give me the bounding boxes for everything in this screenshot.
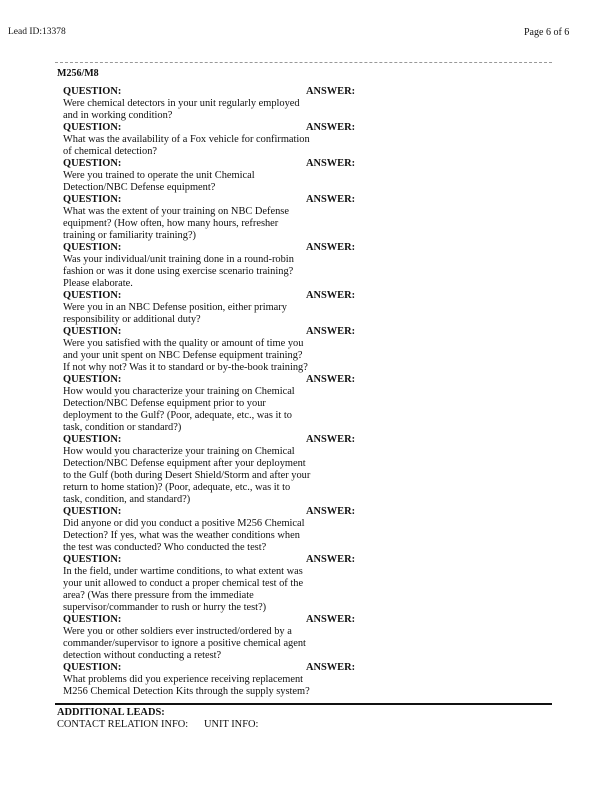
question-block — [63, 434, 553, 506]
question-text: What was the availability of a Fox vehicle for confirmation of chemical detection? — [63, 134, 310, 157]
answer-label: ANSWER: — [306, 242, 356, 253]
question-label: QUESTION: — [63, 122, 122, 133]
answer-label: ANSWER: — [306, 506, 356, 517]
question-block — [63, 194, 553, 242]
question-label: QUESTION: — [63, 374, 122, 385]
answer-label: ANSWER: — [306, 554, 356, 565]
question-block — [63, 290, 553, 326]
answer-label: ANSWER: — [306, 326, 356, 337]
question-label: QUESTION: — [63, 158, 122, 169]
contact-relation-info-label: CONTACT RELATION INFO: — [57, 719, 189, 730]
question-text: Were chemical detectors in your unit regularly employed and in working condition? — [63, 98, 300, 121]
question-block — [63, 374, 553, 434]
question-block — [63, 614, 553, 662]
question-label: QUESTION: — [63, 86, 122, 97]
question-label: QUESTION: — [63, 242, 122, 253]
answer-label: ANSWER: — [306, 614, 356, 625]
answer-label: ANSWER: — [306, 290, 356, 301]
question-block — [63, 662, 553, 698]
additional-leads-label: ADDITIONAL LEADS: — [57, 707, 165, 718]
question-block — [63, 122, 553, 158]
question-text: Were you trained to operate the unit Chemical Detection/NBC Defense equipment? — [63, 170, 255, 193]
question-block — [63, 86, 553, 122]
answer-label: ANSWER: — [306, 86, 356, 97]
question-text: What problems did you experience receiving replacement M256 Chemical Detection Kits through the supply system? — [63, 674, 310, 697]
question-label: QUESTION: — [63, 326, 122, 337]
answer-label: ANSWER: — [306, 434, 356, 445]
question-block — [63, 554, 553, 614]
question-label: QUESTION: — [63, 434, 122, 445]
question-label: QUESTION: — [63, 290, 122, 301]
question-label: QUESTION: — [63, 662, 122, 673]
answer-label: ANSWER: — [306, 194, 356, 205]
question-block — [63, 506, 553, 554]
question-list — [63, 86, 553, 698]
question-text: What was the extent of your training on NBC Defense equipment? (How often, how many hours, refresher training or familiarity training?) — [63, 206, 289, 241]
question-block — [63, 158, 553, 194]
answer-label: ANSWER: — [306, 374, 356, 385]
answer-label: ANSWER: — [306, 662, 356, 673]
question-label: QUESTION: — [63, 194, 122, 205]
question-text: Was your individual/unit training done in a round-robin fashion or was it done using exercise scenario training? Please elaborate. — [63, 254, 294, 289]
question-text: Were you in an NBC Defense position, either primary responsibility or additional duty? — [63, 302, 287, 325]
answer-label: ANSWER: — [306, 122, 356, 133]
question-block — [63, 242, 553, 290]
page-number: Page 6 of 6 — [524, 27, 570, 38]
answer-label: ANSWER: — [306, 158, 356, 169]
lead-id: Lead ID:13378 — [8, 27, 66, 37]
question-text: Were you or other soldiers ever instructed/ordered by a commander/supervisor to ignore a positive chemical agent detection without conducting a retest? — [63, 626, 306, 661]
question-text: Were you satisfied with the quality or amount of time you and your unit spent on NBC Defense equipment training? If not why not? Was it to standard or by-the-book training? — [63, 338, 308, 373]
question-text: How would you characterize your training on Chemical Detection/NBC Defense equipment after your deployment to the Gulf (both during Desert Shield/Storm and after your return to home station)? (Poor, adequate, etc., was it to task, condition, and standard?) — [63, 446, 311, 505]
question-text: In the field, under wartime conditions, to what extent was your unit allowed to conduct a proper chemical test of the area? (Was there pressure from the immediate supervisor/commander to rush or hurry the test?) — [63, 566, 304, 613]
question-label: QUESTION: — [63, 554, 122, 565]
question-block — [63, 326, 553, 374]
unit-info-label: UNIT INFO: — [204, 719, 259, 730]
divider — [55, 62, 552, 63]
divider-thick — [55, 703, 552, 705]
question-text: Did anyone or did you conduct a positive M256 Chemical Detection? If yes, what was the weather conditions when the test was conducted? Who conducted the test? — [63, 518, 305, 553]
section-title: M256/M8 — [57, 68, 99, 79]
question-text: How would you characterize your training on Chemical Detection/NBC Defense equipment prior to your deployment to the Gulf? (Poor, adequate, etc., was it to task, condition or standard?) — [63, 386, 295, 433]
question-label: QUESTION: — [63, 614, 122, 625]
question-label: QUESTION: — [63, 506, 122, 517]
